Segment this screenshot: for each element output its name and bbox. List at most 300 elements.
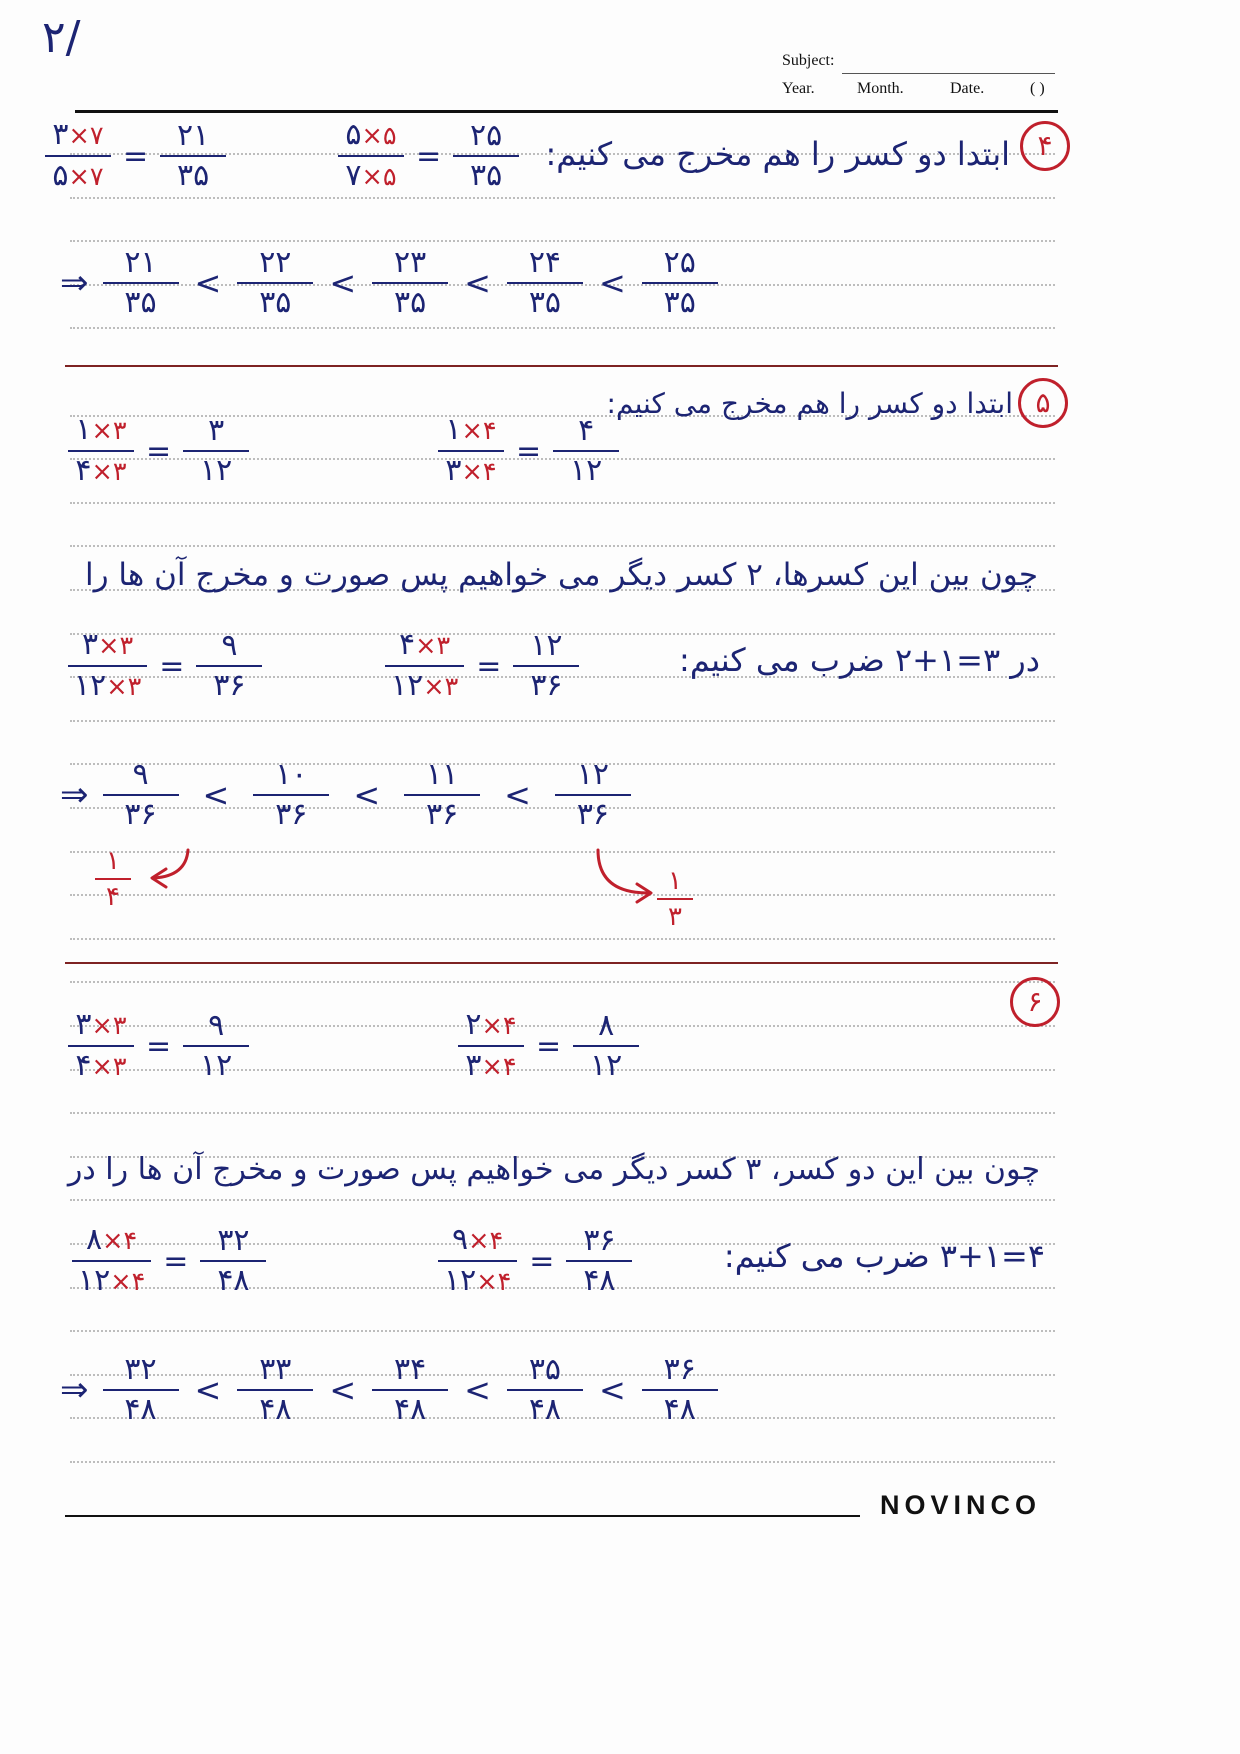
- denominator-value: ۳: [445, 453, 462, 488]
- fraction-bar: [372, 1389, 448, 1391]
- ruled-line: [70, 1199, 1055, 1201]
- multiplier: ×۳: [91, 457, 127, 487]
- page-number-mark: ۲/: [42, 12, 81, 63]
- fraction-bar: [553, 450, 619, 452]
- fraction-bar: [453, 155, 519, 157]
- less-than-sign: <: [598, 1371, 626, 1409]
- numerator: [446, 1223, 509, 1258]
- ruled-line: [70, 894, 1055, 896]
- multiply-instruction: [650, 634, 1040, 686]
- numerator-value: ۲۵: [663, 245, 696, 280]
- fraction-bar: [566, 1260, 632, 1262]
- numerator: [524, 629, 568, 663]
- denominator: [69, 454, 132, 489]
- denominator-value: ۱۲: [391, 668, 424, 703]
- less-than-sign: <: [598, 264, 626, 302]
- numerator-value: ۳: [82, 627, 99, 662]
- numerator-value: ۱: [668, 866, 682, 896]
- numerator: [202, 1009, 230, 1043]
- numerator: [658, 246, 702, 280]
- implies-arrow-icon: ⇒: [60, 775, 89, 815]
- less-than-sign: <: [353, 776, 381, 814]
- ruled-line: [70, 1461, 1055, 1463]
- denominator-value: ۳۵: [124, 285, 157, 320]
- fraction-bar: [458, 1045, 524, 1047]
- fraction: [553, 414, 619, 488]
- denominator: [459, 1049, 522, 1084]
- ruled-line: [70, 938, 1055, 940]
- fraction-bar: [95, 878, 131, 880]
- header-rule: [75, 110, 1058, 113]
- ruled-line: [70, 1112, 1055, 1114]
- multiplier: ×۳: [91, 416, 127, 446]
- multiplier-sum: ۳+۱=۴: [939, 1237, 1045, 1275]
- fraction-bar: [438, 1260, 517, 1262]
- ruled-line: [70, 851, 1055, 853]
- numerator: [662, 866, 688, 896]
- multiplier: ×۷: [68, 121, 104, 151]
- multiplier: ×۴: [110, 1267, 146, 1297]
- fraction-bar: [573, 1045, 639, 1047]
- equals-sign: =: [529, 1243, 555, 1279]
- scaled-equation: [68, 628, 262, 704]
- denominator: [118, 798, 162, 832]
- less-than-sign: <: [202, 776, 230, 814]
- numerator: [69, 1008, 132, 1043]
- subject-label: Subject:: [782, 52, 835, 69]
- numerator-value: ۳: [52, 117, 69, 152]
- numerator: [388, 246, 432, 280]
- denominator: [658, 286, 702, 320]
- numerator-value: ۲۵: [470, 118, 503, 153]
- multiplier: ×۳: [423, 672, 459, 702]
- multiplier: ×۴: [481, 1011, 517, 1041]
- denominator-value: ۷: [345, 158, 362, 193]
- denominator: [385, 669, 464, 704]
- ruled-line: [70, 545, 1055, 547]
- conversion-equation: [338, 118, 519, 194]
- equals-sign: =: [146, 1028, 172, 1064]
- fraction: [68, 1008, 134, 1084]
- explanation-text: چون بین این دو کسر، ۳ کسر دیگر می خواهیم پس صورت و مخرج آن ها را در: [67, 1152, 1040, 1187]
- fraction-bar: [657, 898, 693, 900]
- fraction: [642, 1353, 718, 1427]
- denominator: [253, 286, 297, 320]
- fraction: [453, 119, 519, 193]
- multiplier: ×۳: [91, 1011, 127, 1041]
- numerator: [126, 758, 154, 792]
- fraction: [566, 1224, 632, 1298]
- numerator-value: ۳۲: [217, 1223, 250, 1258]
- denominator: [420, 798, 464, 832]
- fraction: [507, 246, 583, 320]
- multiplier: ×۵: [361, 162, 397, 192]
- denominator: [438, 1264, 517, 1299]
- fraction: [183, 414, 249, 488]
- fraction: [404, 758, 480, 832]
- multiplier: ×۴: [461, 416, 497, 446]
- numerator: [388, 1353, 432, 1387]
- denominator: [388, 286, 432, 320]
- multiply-suffix: ضرب می کنیم:: [723, 1237, 930, 1275]
- fraction-bar: [103, 282, 179, 284]
- denominator-value: ۳۶: [124, 797, 157, 832]
- denominator-value: ۱۲: [200, 453, 233, 488]
- problem-number: ۵: [1035, 386, 1051, 419]
- denominator-value: ۴۸: [583, 1263, 616, 1298]
- numerator-value: ۳۳: [259, 1352, 292, 1387]
- fraction-bar: [642, 1389, 718, 1391]
- denominator: [118, 286, 162, 320]
- denominator: [207, 669, 251, 703]
- fraction-bar: [555, 794, 631, 796]
- multiplier: ×۴: [461, 457, 497, 487]
- fraction: [200, 1224, 266, 1298]
- denominator: [584, 1049, 628, 1083]
- multiplier: ×۷: [68, 162, 104, 192]
- fraction-bar: [103, 794, 179, 796]
- numerator-value: ۱۲: [530, 628, 563, 663]
- date-label: Date.: [950, 80, 985, 97]
- fraction-bar: [513, 665, 579, 667]
- problem-number-badge: [1020, 121, 1070, 171]
- equals-sign: =: [416, 138, 442, 174]
- denominator: [68, 669, 147, 704]
- numerator: [572, 414, 600, 448]
- numerator-value: ۳: [75, 1007, 92, 1042]
- ruled-line: [70, 240, 1055, 242]
- numerator-value: ۴: [399, 627, 416, 662]
- numerator: [118, 246, 162, 280]
- fraction-bar: [438, 450, 504, 452]
- numerator-value: ۲: [465, 1007, 482, 1042]
- denominator: [564, 454, 608, 488]
- denominator-value: ۴۸: [124, 1392, 157, 1427]
- numerator-value: ۹: [452, 1222, 469, 1257]
- fraction-bar: [507, 282, 583, 284]
- denominator: [577, 1264, 621, 1298]
- numerator: [215, 629, 243, 663]
- ruled-line: [70, 1330, 1055, 1332]
- multiply-suffix: ضرب می کنیم:: [679, 641, 885, 679]
- denominator-value: ۳۵: [394, 285, 427, 320]
- numerator: [46, 118, 109, 153]
- conversion-equation: [438, 413, 619, 489]
- multiplier: ×۳: [98, 631, 134, 661]
- equals-sign: =: [159, 648, 185, 684]
- denominator-value: ۳۵: [528, 285, 562, 320]
- denominator-value: ۳۶: [530, 668, 563, 703]
- denominator-value: ۱۲: [444, 1263, 477, 1298]
- scaled-equation: [385, 628, 579, 704]
- numerator: [76, 628, 139, 663]
- fraction: [438, 413, 504, 489]
- numerator-value: ۱۲: [576, 757, 610, 792]
- fraction: [657, 866, 693, 932]
- fraction-bar: [237, 1389, 313, 1391]
- ruled-line: [70, 502, 1055, 504]
- fraction: [338, 118, 404, 194]
- equals-sign: =: [516, 433, 542, 469]
- numerator: [211, 1224, 255, 1258]
- conversion-equation: [45, 118, 226, 194]
- denominator-value: ۴۸: [394, 1392, 427, 1427]
- fraction: [513, 629, 579, 703]
- fraction-bar: [183, 450, 249, 452]
- fraction-bar: [45, 155, 111, 157]
- numerator-value: ۲۱: [124, 245, 157, 280]
- denominator-value: ۳۶: [275, 797, 308, 832]
- multiply-instruction: [660, 1230, 1045, 1282]
- numerator-value: ۳۶: [583, 1223, 616, 1258]
- numerator: [171, 119, 215, 153]
- numerator-value: ۹: [208, 1008, 225, 1043]
- ruled-line: [70, 327, 1055, 329]
- denominator: [658, 1393, 702, 1427]
- fraction-bar: [103, 1389, 179, 1391]
- denominator: [439, 454, 502, 489]
- numerator-value: ۱: [445, 412, 462, 447]
- section-divider: [65, 365, 1058, 367]
- denominator-value: ۱۲: [590, 1048, 623, 1083]
- fraction-bar: [68, 665, 147, 667]
- numerator: [592, 1009, 620, 1043]
- fraction: [555, 758, 631, 832]
- numerator: [253, 246, 297, 280]
- simplified-note: [657, 866, 693, 932]
- fraction-bar: [404, 794, 480, 796]
- equals-sign: =: [146, 433, 172, 469]
- fraction-bar: [68, 450, 134, 452]
- conversion-equation: [68, 413, 249, 489]
- numerator: [100, 846, 126, 876]
- problem-heading: ابتدا دو کسر را هم مخرج می کنیم:: [545, 135, 1010, 173]
- denominator-value: ۴: [106, 882, 120, 912]
- denominator-value: ۱۲: [74, 668, 107, 703]
- equals-sign: =: [123, 138, 149, 174]
- multiplier: ×۴: [468, 1226, 504, 1256]
- brand-logo-text: NOVINCO: [880, 1490, 1042, 1520]
- denominator-value: ۴۸: [259, 1392, 292, 1427]
- denominator: [72, 1264, 151, 1299]
- numerator-value: ۳۲: [124, 1352, 157, 1387]
- denominator: [171, 159, 215, 193]
- denominator: [662, 902, 688, 932]
- month-label: Month.: [857, 80, 904, 97]
- problem-number: ۶: [1027, 985, 1043, 1018]
- footer-rule: [65, 1515, 860, 1517]
- numerator: [523, 246, 567, 280]
- denominator-value: ۱۲: [78, 1263, 111, 1298]
- multiplier: ×۳: [106, 672, 142, 702]
- numerator: [571, 758, 615, 792]
- multiplier: ×۴: [102, 1226, 138, 1256]
- numerator: [269, 758, 313, 792]
- denominator-value: ۴۸: [217, 1263, 250, 1298]
- fraction: [103, 1353, 179, 1427]
- fraction: [372, 246, 448, 320]
- ruled-line: [70, 197, 1055, 199]
- numerator: [658, 1353, 702, 1387]
- date-parentheses: ( ): [1030, 80, 1045, 97]
- ruled-line: [70, 720, 1055, 722]
- denominator: [523, 1393, 567, 1427]
- denominator: [211, 1264, 255, 1298]
- fraction: [196, 629, 262, 703]
- denominator-value: ۴: [75, 1048, 92, 1083]
- numerator-value: ۲۳: [394, 245, 427, 280]
- fraction: [372, 1353, 448, 1427]
- fraction-bar: [642, 282, 718, 284]
- fraction: [103, 758, 179, 832]
- fraction: [72, 1223, 151, 1299]
- fraction-bar: [507, 1389, 583, 1391]
- subject-blank-line: [842, 73, 1055, 74]
- year-label: Year.: [782, 80, 815, 97]
- fraction: [507, 1353, 583, 1427]
- denominator: [269, 798, 313, 832]
- explanation-text: چون بین این کسرها، ۲ کسر دیگر می خواهیم پس صورت و مخرج آن ها را: [85, 557, 1038, 593]
- denominator-value: ۳۵: [177, 158, 210, 193]
- denominator: [339, 159, 402, 194]
- denominator: [464, 159, 508, 193]
- denominator-value: ۳۶: [213, 668, 246, 703]
- section-divider: [65, 962, 1058, 964]
- fraction: [160, 119, 226, 193]
- denominator-value: ۴: [75, 453, 92, 488]
- numerator: [253, 1353, 297, 1387]
- numerator: [80, 1223, 143, 1258]
- numerator-value: ۱: [75, 412, 92, 447]
- denominator-value: ۳۵: [470, 158, 503, 193]
- fraction: [253, 758, 329, 832]
- denominator: [69, 1049, 132, 1084]
- numerator-value: ۸: [598, 1008, 615, 1043]
- denominator: [523, 286, 567, 320]
- fraction: [68, 628, 147, 704]
- fraction: [237, 1353, 313, 1427]
- less-than-sign: <: [194, 1371, 222, 1409]
- numerator-value: ۳۵: [528, 1352, 562, 1387]
- fraction-bar: [372, 282, 448, 284]
- numerator: [464, 119, 508, 153]
- numerator: [202, 414, 230, 448]
- denominator-value: ۱۲: [200, 1048, 233, 1083]
- numerator-value: ۱۰: [275, 757, 308, 792]
- numerator: [339, 118, 402, 153]
- less-than-sign: <: [194, 264, 222, 302]
- denominator-value: ۳۶: [576, 797, 610, 832]
- denominator: [194, 1049, 238, 1083]
- denominator: [253, 1393, 297, 1427]
- fraction: [458, 1008, 524, 1084]
- denominator-value: ۳: [668, 902, 682, 932]
- less-than-sign: <: [464, 1371, 491, 1409]
- denominator: [100, 882, 126, 912]
- equals-sign: =: [476, 648, 502, 684]
- numerator-value: ۲۱: [177, 118, 210, 153]
- scaled-equation: [72, 1223, 266, 1299]
- numerator: [523, 1353, 567, 1387]
- equals-sign: =: [536, 1028, 562, 1064]
- numerator: [393, 628, 456, 663]
- less-than-sign: <: [329, 264, 357, 302]
- denominator: [388, 1393, 432, 1427]
- equals-sign: =: [163, 1243, 189, 1279]
- fraction-bar: [200, 1260, 266, 1262]
- numerator: [69, 413, 132, 448]
- numerator-value: ۳۶: [663, 1352, 696, 1387]
- numerator-value: ۵: [345, 117, 362, 152]
- scaled-equation: [438, 1223, 632, 1299]
- fraction: [385, 628, 464, 704]
- conversion-equation: [458, 1008, 639, 1084]
- denominator: [194, 454, 238, 488]
- denominator: [118, 1393, 162, 1427]
- numerator-value: ۳: [208, 413, 225, 448]
- fraction: [642, 246, 718, 320]
- numerator-value: ۲۲: [259, 245, 292, 280]
- conversion-equation: [68, 1008, 249, 1084]
- fraction-bar: [68, 1045, 134, 1047]
- fraction: [45, 118, 111, 194]
- fraction: [68, 413, 134, 489]
- fraction-bar: [160, 155, 226, 157]
- ruled-line: [70, 981, 1055, 983]
- ordered-fractions: [60, 246, 718, 320]
- multiplier: ×۳: [415, 631, 451, 661]
- fraction: [237, 246, 313, 320]
- problem-number-badge: [1010, 977, 1060, 1027]
- numerator: [118, 1353, 162, 1387]
- multiplier: ×۵: [361, 121, 397, 151]
- numerator-value: ۲۴: [528, 245, 562, 280]
- multiplier: ×۳: [91, 1052, 127, 1082]
- problem-heading: ابتدا دو کسر را هم مخرج می کنیم:: [606, 387, 1013, 420]
- fraction-bar: [253, 794, 329, 796]
- denominator-value: ۴۸: [528, 1392, 562, 1427]
- less-than-sign: <: [464, 264, 491, 302]
- fraction: [183, 1009, 249, 1083]
- denominator: [46, 159, 109, 194]
- fraction-bar: [385, 665, 464, 667]
- multiplier-sum: ۲+۱=۳: [894, 641, 1001, 679]
- fraction-bar: [196, 665, 262, 667]
- numerator-value: ۴: [578, 413, 595, 448]
- denominator-value: ۳۵: [259, 285, 292, 320]
- fraction-bar: [72, 1260, 151, 1262]
- ordered-fractions: [60, 758, 631, 832]
- multiplier: ×۴: [481, 1052, 517, 1082]
- numerator-value: ۸: [86, 1222, 103, 1257]
- implies-arrow-icon: ⇒: [60, 263, 89, 303]
- implies-arrow-icon: ⇒: [60, 1370, 89, 1410]
- denominator-value: ۱۲: [570, 453, 603, 488]
- problem-number: ۴: [1037, 129, 1053, 162]
- denominator: [524, 669, 568, 703]
- simplified-note: [95, 846, 131, 912]
- numerator: [420, 758, 464, 792]
- numerator-value: ۱: [106, 846, 120, 876]
- numerator-value: ۳۴: [394, 1352, 427, 1387]
- numerator-value: ۱۱: [426, 757, 459, 792]
- fraction-bar: [338, 155, 404, 157]
- numerator-value: ۹: [221, 628, 238, 663]
- fraction: [95, 846, 131, 912]
- multiply-prefix: در: [1010, 641, 1040, 679]
- fraction: [438, 1223, 517, 1299]
- denominator-value: ۵: [52, 158, 69, 193]
